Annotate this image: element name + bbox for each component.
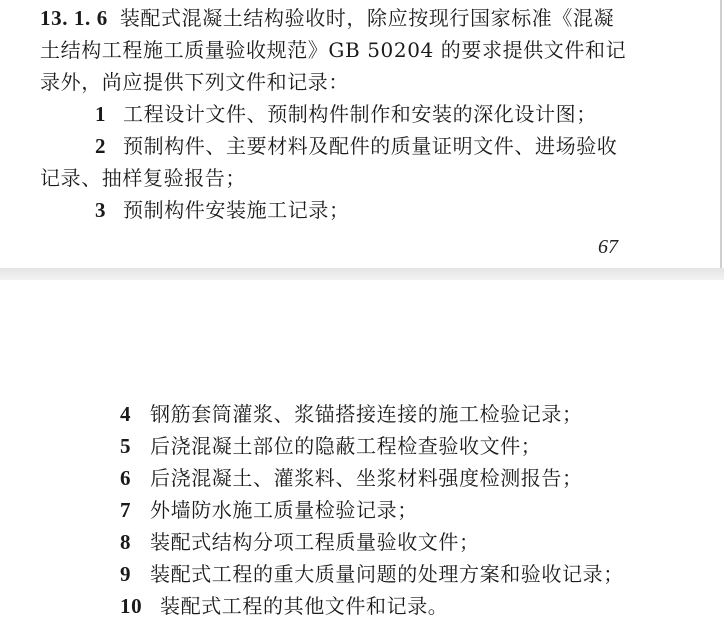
list-item: [120, 462, 583, 494]
item-number: 4: [120, 402, 132, 426]
list-item: [95, 98, 597, 130]
item-text: 预制构件安装施工记录；: [123, 198, 350, 222]
list-item: [120, 526, 480, 558]
item-number: 1: [95, 102, 107, 126]
list-item: [95, 194, 350, 226]
item-number: 6: [120, 466, 132, 490]
bottom-page: [0, 280, 724, 625]
list-item: [120, 590, 448, 622]
page-separator: [0, 268, 724, 280]
item-number: 9: [120, 562, 132, 586]
list-item: [120, 398, 583, 430]
page-number: 67: [598, 236, 618, 258]
top-page: [0, 0, 722, 268]
item-text: 外墙防水施工质量检验记录；: [150, 498, 418, 522]
item-continuation: 记录、抽样复验报告；: [40, 166, 246, 190]
item-text: 装配式工程的重大质量问题的处理方案和验收记录；: [150, 562, 624, 586]
list-item: [120, 430, 541, 462]
item-number: 7: [120, 498, 132, 522]
item-text: 预制构件、主要材料及配件的质量证明文件、进场验收: [123, 134, 618, 158]
clause-text-line-3: 录外，尚应提供下列文件和记录：: [40, 70, 349, 94]
item-number: 8: [120, 530, 132, 554]
item-text: 工程设计文件、预制构件制作和安装的深化设计图；: [123, 102, 597, 126]
clause-line-1: [40, 2, 614, 34]
list-item: [120, 558, 624, 590]
item-text: 后浇混凝土、灌浆料、坐浆材料强度检测报告；: [150, 466, 583, 490]
item-text: 后浇混凝土部位的隐蔽工程检查验收文件；: [150, 434, 542, 458]
item-text: 装配式工程的其他文件和记录。: [160, 594, 449, 618]
item-number: 2: [95, 134, 107, 158]
clause-text-line-2: 土结构工程施工质量验收规范》GB 50204 的要求提供文件和记: [40, 38, 627, 62]
list-item: [95, 130, 617, 162]
item-number: 5: [120, 434, 132, 458]
clause-number: 13. 1. 6: [40, 6, 108, 30]
list-item: [120, 494, 418, 526]
item-number: 3: [95, 198, 107, 222]
item-text: 钢筋套筒灌浆、浆锚搭接连接的施工检验记录；: [150, 402, 583, 426]
item-number: 10: [120, 594, 143, 618]
clause-text-line-1: 装配式混凝土结构验收时，除应按现行国家标准《混凝: [119, 6, 615, 30]
item-text: 装配式结构分项工程质量验收文件；: [150, 530, 480, 554]
